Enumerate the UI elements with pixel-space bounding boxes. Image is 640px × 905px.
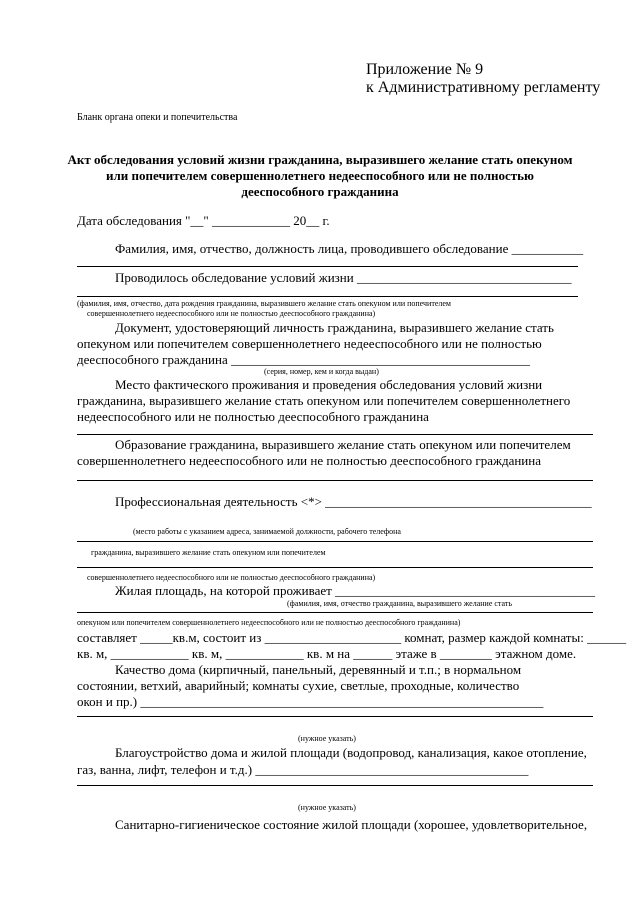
appendix-regulation: к Административному регламенту [366,79,601,96]
document-field[interactable]: дееспособного гражданина ______________________________________________ [77,352,530,367]
blank-line[interactable] [77,434,593,435]
blank-line[interactable] [77,296,578,297]
hint-document: (серия, номер, кем и когда выдан) [264,367,379,376]
blank-line[interactable] [77,785,593,786]
hint-living-2: опекуном или попечителем совершеннолетнего недееспособного или не полностью дееспособного гражданина) [77,618,461,627]
hint-profession-2: гражданина, выразившего желание стать опекуном или попечителем [91,548,326,557]
education-line-1: Образование гражданина, выразившего желание стать опекуном или попечителем [115,437,571,452]
hint-quality: (нужное указать) [298,734,356,743]
blank-line[interactable] [77,612,593,613]
quality-line-2: состоянии, ветхий, аварийный; комнаты сухие, светлые, проходные, количество [77,678,520,693]
document-title-line-1: Акт обследования условий жизни гражданина, выразившего желание стать опекуном [67,152,573,167]
education-line-2: совершеннолетнего недееспособного или не полностью дееспособного гражданина [77,453,541,468]
hint-amenities: (нужное указать) [298,803,356,812]
area-rooms-field[interactable]: составляет _____кв.м, состоит из _____________________ комнат, размер каждой комнаты: ______ [77,630,627,645]
sanitary-line-1: Санитарно-гигиеническое состояние жилой площади (хорошее, удовлетворительное, [115,817,588,832]
document-title-line-2: или попечителем совершеннолетнего недееспособного или не полностью [106,168,534,183]
document-line-2: опекуном или попечителем совершеннолетнего недееспособного или не полностью [77,336,542,351]
document-title-line-3: дееспособного гражданина [241,184,399,199]
residence-line-1: Место фактического проживания и проведения обследования условий жизни [115,377,543,392]
inspection-date-field[interactable]: Дата обследования "__" ____________ 20__ г. [77,213,330,228]
inspector-fio-field[interactable]: Фамилия, имя, отчество, должность лица, проводившего обследование ___________ [115,241,584,256]
living-space-field[interactable]: Жилая площадь, на которой проживает ________________________________________ [115,583,596,598]
residence-line-3: недееспособного или не полностью дееспособного гражданина [77,409,429,424]
hint-fio-line-1: (фамилия, имя, отчество, дата рождения гражданина, выразившего желание стать опекуном или попечителем [77,299,451,308]
blank-line[interactable] [77,716,593,717]
quality-line-1: Качество дома (кирпичный, панельный, деревянный и т.п.; в нормальном [115,662,522,677]
hint-living-1: (фамилия, имя, отчество гражданина, выразившего желание стать [287,599,513,608]
blank-line[interactable] [77,480,593,481]
inspected-person-field[interactable]: Проводилось обследование условий жизни _________________________________ [115,270,572,285]
hint-fio-line-2: совершеннолетнего недееспособного или не полностью дееспособного гражданина) [87,309,376,318]
profession-field[interactable]: Профессиональная деятельность <*> _________________________________________ [115,494,592,509]
residence-line-2: гражданина, выразившего желание стать опекуном или попечителем совершеннолетнего [77,393,571,408]
quality-field[interactable]: окон и пр.) ______________________________________________________________ [77,694,544,709]
document-line-1: Документ, удостоверяющий личность гражданина, выразившего желание стать [115,320,554,335]
hint-profession-1: (место работы с указанием адреса, занимаемой должности, рабочего телефона [133,527,401,536]
hint-profession-3: совершеннолетнего недееспособного или не полностью дееспособного гражданина) [87,573,376,582]
blank-line[interactable] [77,266,578,267]
amenities-field[interactable]: газ, ванна, лифт, телефон и т.д.) __________________________________________ [77,762,529,777]
amenities-line-1: Благоустройство дома и жилой площади (водопровод, канализация, какое отопление, [115,745,587,760]
room-sizes-floor-field[interactable]: кв. м, ____________ кв. м, ____________ кв. м на ______ этаже в ________ этажном доме. [77,646,577,661]
appendix-number: Приложение № 9 [366,61,484,78]
blank-line[interactable] [77,541,593,542]
blank-line[interactable] [77,567,593,568]
blank-header: Бланк органа опеки и попечительства [77,112,238,123]
